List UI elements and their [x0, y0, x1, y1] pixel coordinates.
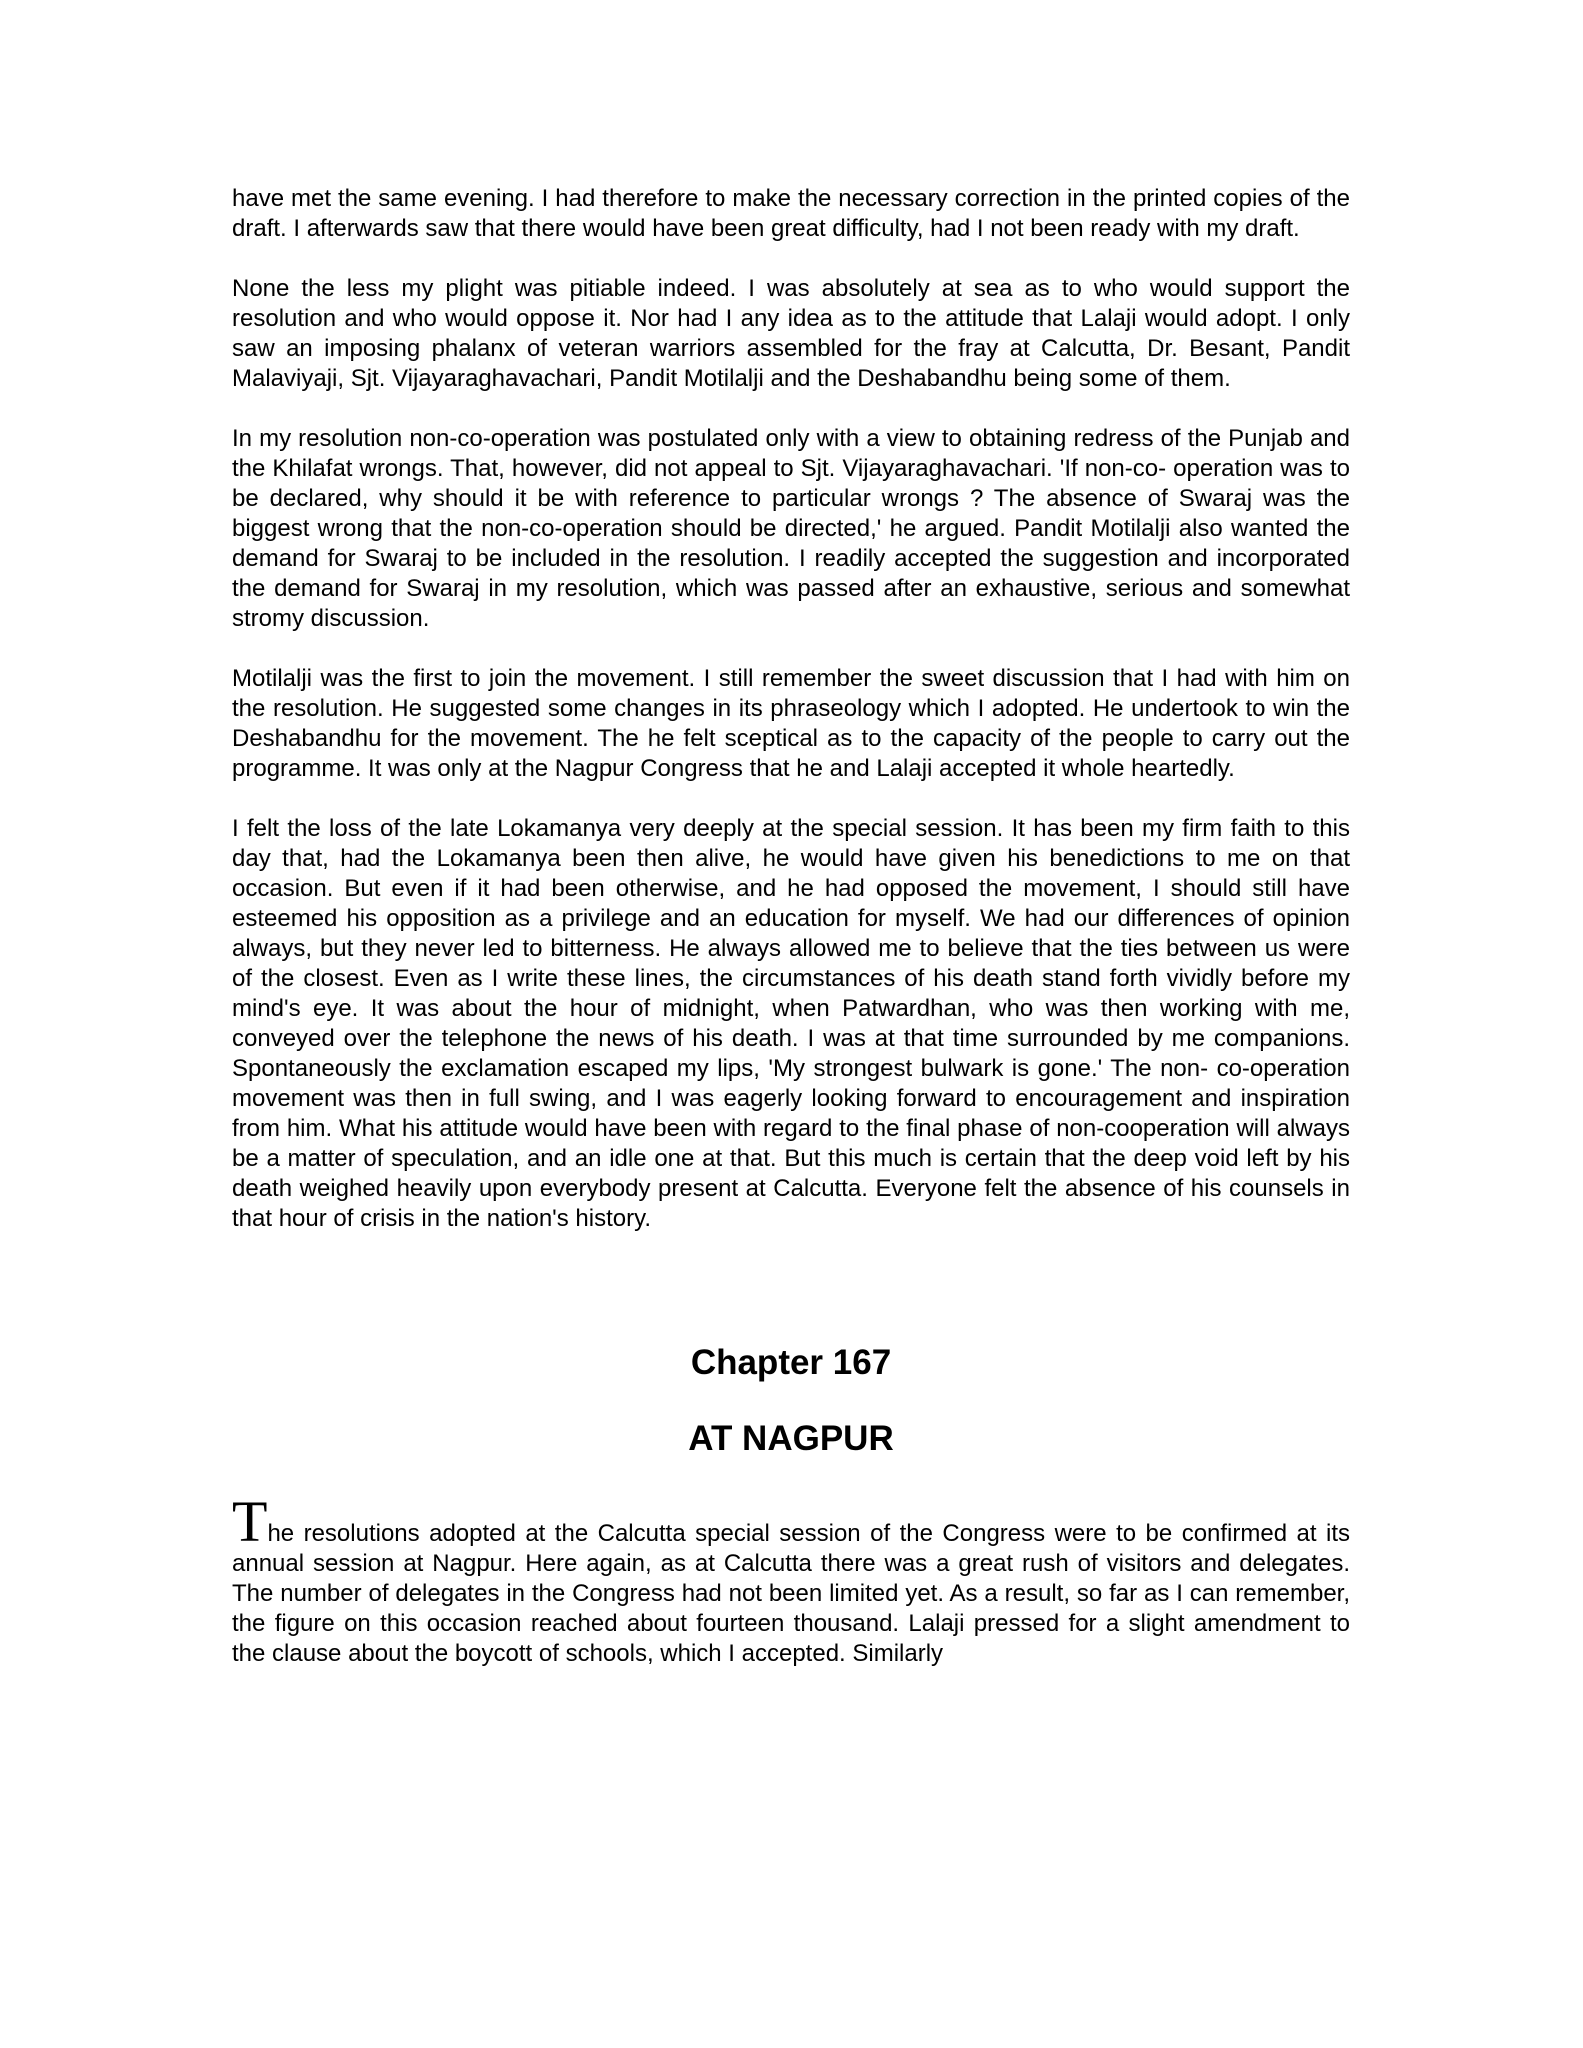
drop-cap: T: [232, 1489, 268, 1554]
chapter-opening-paragraph: [232, 1489, 1350, 1669]
chapter-number: Chapter 167: [690, 1343, 892, 1382]
paragraph-3: In my resolution non-co-operation was postulated only with a view to obtaining redress of the Punjab and the Khilafat wrongs. That, however, did not appeal to Sjt. Vijayaraghavachari. 'If non-co- operation was to be declared, why should it be with reference to particular wrongs ? The absence of Swaraj was the biggest wrong that the non-co-operation should be directed,' he argued. Pandit Motilalji also wanted the demand for Swaraj to be included in the resolution. I readily accepted the suggestion and incorporated the demand for Swaraj in my resolution, which was passed after an exhaustive, serious and somewhat stromy discussion.: [232, 425, 1350, 632]
chapter-heading: [232, 1342, 1350, 1460]
paragraph-1: have met the same evening. I had therefore to make the necessary correction in the printed copies of the draft. I afterwards saw that there would have been great difficulty, had I not been ready with my draft.: [232, 185, 1350, 242]
paragraph-4: Motilalji was the first to join the movement. I still remember the sweet discussion that I had with him on the resolution. He suggested some changes in its phraseology which I adopted. He undertook to win the Deshabandhu for the movement. The he felt sceptical as to the capacity of the people to carry out the programme. It was only at the Nagpur Congress that he and Lalaji accepted it whole heartedly.: [232, 665, 1350, 782]
page-body: [232, 184, 1350, 1669]
paragraph-5: I felt the loss of the late Lokamanya very deeply at the special session. It has been my firm faith to this day that, had the Lokamanya been then alive, he would have given his benedictions to me on that occasion. But even if it had been otherwise, and he had opposed the movement, I should still have esteemed his opposition as a privilege and an education for myself. We had our differences of opinion always, but they never led to bitterness. He always allowed me to believe that the ties between us were of the closest. Even as I write these lines, the circumstances of his death stand forth vividly before my mind's eye. It was about the hour of midnight, when Patwardhan, who was then working with me, conveyed over the telephone the news of his death. I was at that time surrounded by me companions. Spontaneously the exclamation escaped my lips, 'My strongest bulwark is gone.' The non- co-operation movement was then in full swing, and I was eagerly looking forward to encouragement and inspiration from him. What his attitude would have been with regard to the final phase of non-cooperation will always be a matter of speculation, and an idle one at that. But this much is certain that the deep void left by his death weighed heavily upon everybody present at Calcutta. Everyone felt the absence of his counsels in that hour of crisis in the nation's history.: [232, 815, 1350, 1232]
paragraph-2: None the less my plight was pitiable indeed. I was absolutely at sea as to who would support the resolution and who would oppose it. Nor had I any idea as to the attitude that Lalaji would adopt. I only saw an imposing phalanx of veteran warriors assembled for the fray at Calcutta, Dr. Besant, Pandit Malaviyaji, Sjt. Vijayaraghavachari, Pandit Motilalji and the Deshabandhu being some of them.: [232, 275, 1350, 392]
opening-text: he resolutions adopted at the Calcutta special session of the Congress were to be confirmed at its annual session at Nagpur. Here again, as at Calcutta there was a great rush of visitors and delegates. The number of delegates in the Congress had not been limited yet. As a result, so far as I can remember, the figure on this occasion reached about fourteen thousand. Lalaji pressed for a slight amendment to the clause about the boycott of schools, which I accepted. Similarly: [232, 1520, 1350, 1667]
chapter-title: AT NAGPUR: [688, 1419, 894, 1458]
